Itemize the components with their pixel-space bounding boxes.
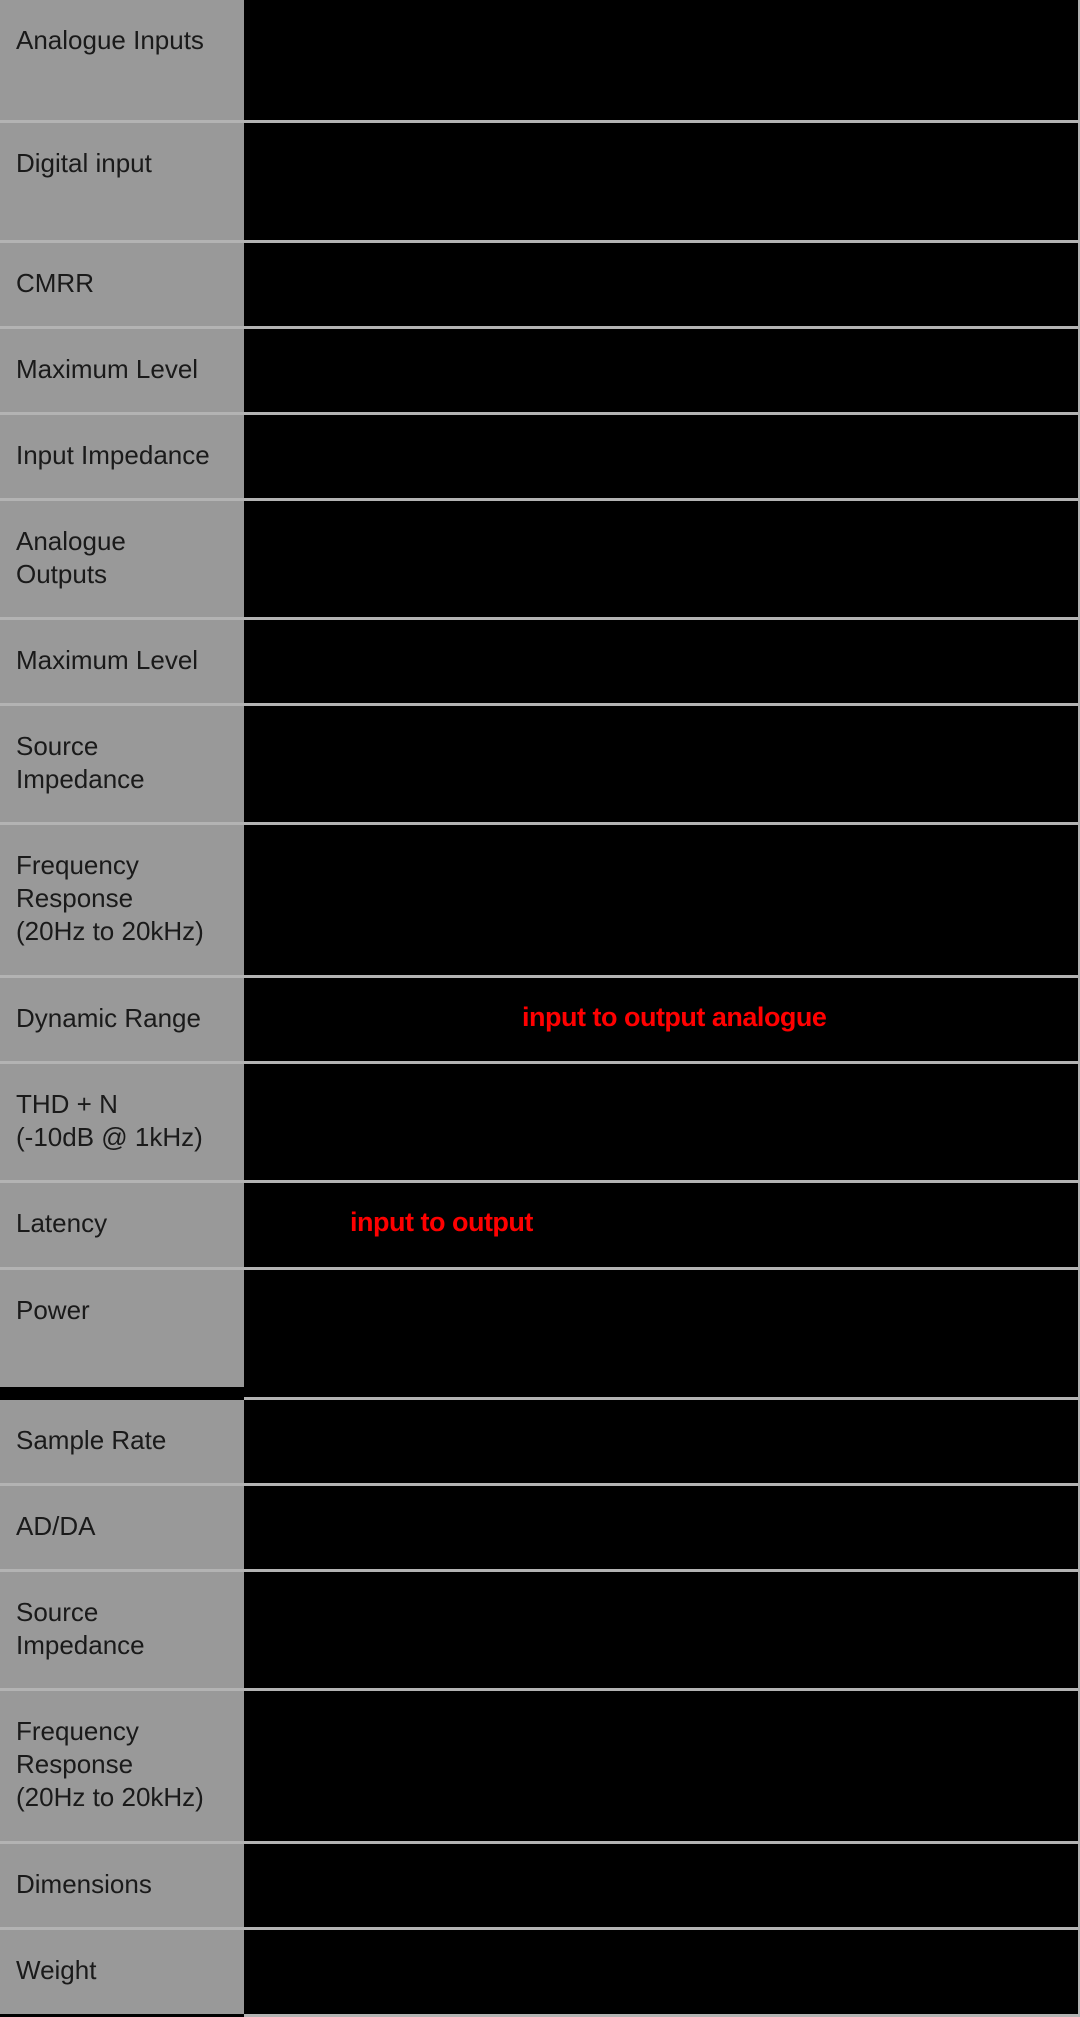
spec-row-source-impedance bbox=[0, 1572, 1080, 1688]
spec-row-dynamic-range bbox=[0, 978, 1080, 1061]
latency-note: input to output bbox=[350, 1207, 533, 1237]
section-divider bbox=[0, 1387, 1080, 1397]
spec-value bbox=[246, 1183, 1080, 1267]
spec-row-analogue-outputs bbox=[0, 501, 1080, 617]
spec-label: Dynamic Range bbox=[0, 978, 244, 1061]
spec-value bbox=[246, 1064, 1080, 1180]
spec-label: AD/DA bbox=[0, 1486, 244, 1569]
spec-row-output-source-impedance bbox=[0, 706, 1080, 822]
spec-label: Power bbox=[0, 1270, 244, 1387]
spec-value bbox=[246, 1270, 1080, 1387]
spec-label: Dimensions bbox=[0, 1844, 244, 1927]
spec-label: Frequency Response (20Hz to 20kHz) bbox=[0, 825, 244, 975]
spec-row-cmrr bbox=[0, 243, 1080, 326]
spec-label: Analogue Outputs bbox=[0, 501, 244, 617]
spec-label: Weight bbox=[0, 1930, 244, 2014]
spec-row-output-frequency-response bbox=[0, 825, 1080, 975]
spec-value bbox=[246, 1572, 1080, 1688]
spec-value bbox=[246, 706, 1080, 822]
spec-row-analogue-inputs bbox=[0, 0, 1080, 120]
spec-label: Analogue Inputs bbox=[0, 0, 244, 120]
spec-value bbox=[246, 329, 1080, 412]
spec-label: Frequency Response (20Hz to 20kHz) bbox=[0, 1691, 244, 1841]
spec-label: CMRR bbox=[0, 243, 244, 326]
spec-label: Maximum Level bbox=[0, 620, 244, 703]
dynamic-range-note: input to output analogue bbox=[522, 1002, 827, 1032]
spec-value bbox=[246, 1486, 1080, 1569]
spec-value bbox=[246, 1691, 1080, 1841]
spec-row-weight bbox=[0, 1930, 1080, 2014]
spec-row-power bbox=[0, 1270, 1080, 1387]
spec-value bbox=[246, 620, 1080, 703]
spec-row-input-maximum-level bbox=[0, 329, 1080, 412]
spec-value bbox=[246, 243, 1080, 326]
spec-value bbox=[246, 501, 1080, 617]
spec-row-thd-n bbox=[0, 1064, 1080, 1180]
spec-value bbox=[246, 1844, 1080, 1927]
spec-row-dimensions bbox=[0, 1844, 1080, 1927]
spec-row-frequency-response bbox=[0, 1691, 1080, 1841]
spec-label: Source Impedance bbox=[0, 706, 244, 822]
spec-value bbox=[246, 825, 1080, 975]
spec-label: Maximum Level bbox=[0, 329, 244, 412]
spec-label: Source Impedance bbox=[0, 1572, 244, 1688]
spec-row-ad-da bbox=[0, 1486, 1080, 1569]
spec-label: Latency bbox=[0, 1183, 244, 1267]
spec-value bbox=[246, 1400, 1080, 1483]
spec-label: THD + N (-10dB @ 1kHz) bbox=[0, 1064, 244, 1180]
spec-value bbox=[246, 123, 1080, 240]
spec-value bbox=[246, 1930, 1080, 2014]
spec-row-latency bbox=[0, 1183, 1080, 1267]
spec-row-sample-rate bbox=[0, 1400, 1080, 1483]
spec-row-output-maximum-level bbox=[0, 620, 1080, 703]
spec-value bbox=[246, 415, 1080, 498]
spec-value bbox=[246, 0, 1080, 120]
spec-label: Sample Rate bbox=[0, 1400, 244, 1483]
spec-row-digital-input bbox=[0, 123, 1080, 240]
spec-value bbox=[246, 978, 1080, 1061]
spec-label: Digital input bbox=[0, 123, 244, 240]
spec-row-input-impedance bbox=[0, 415, 1080, 498]
spec-label: Input Impedance bbox=[0, 415, 244, 498]
